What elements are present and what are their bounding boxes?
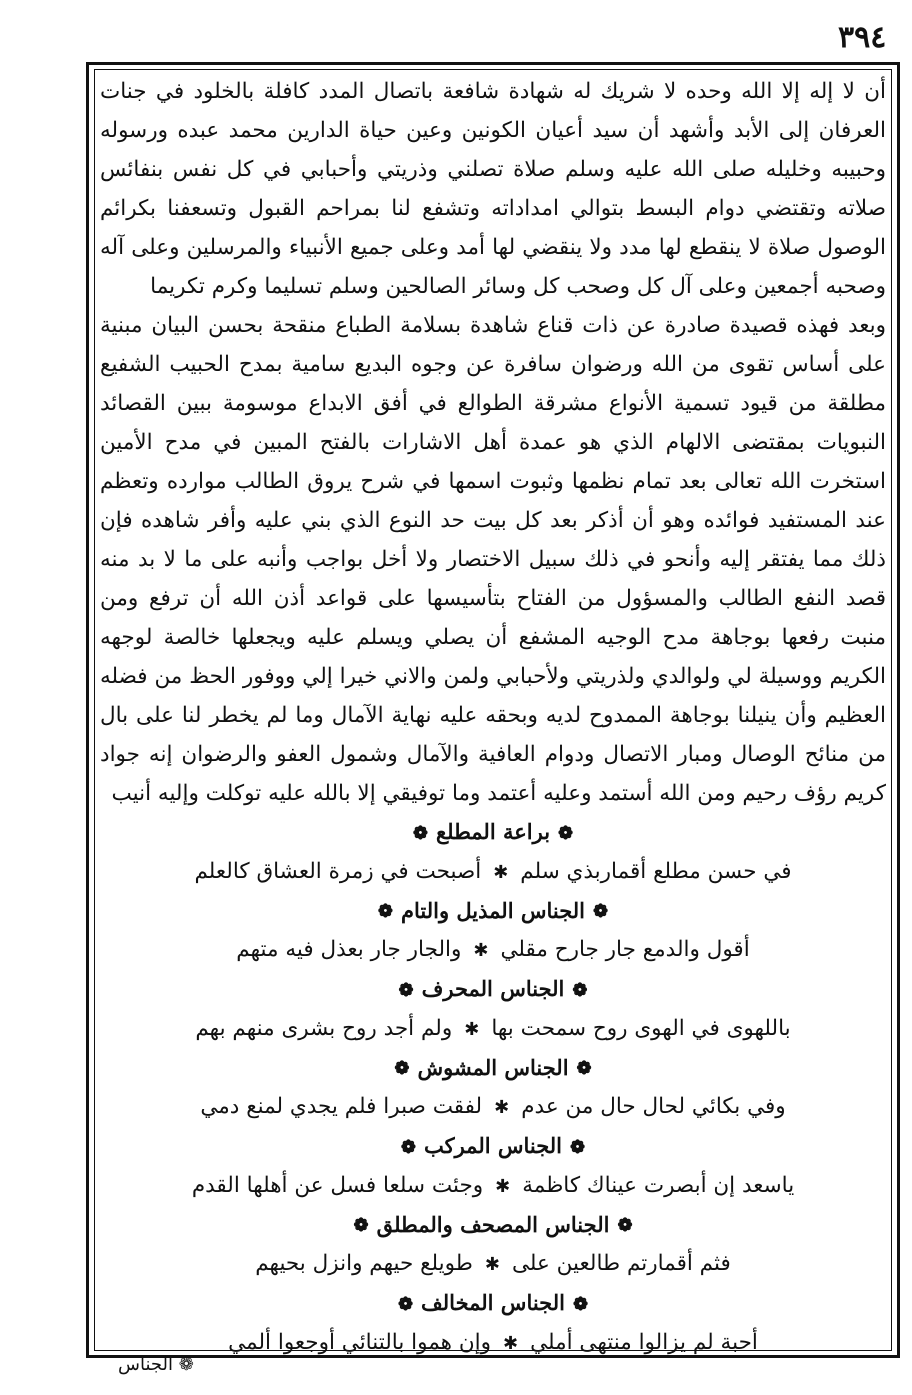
heading-text: الجناس المركب — [423, 1133, 563, 1158]
verse-hemistich-1: في حسن مطلع أقماربذي سلم — [520, 858, 792, 884]
ornament-icon: ❁ — [353, 1215, 369, 1236]
page-number: ٣٩٤ — [838, 20, 887, 55]
ornament-icon: ❁ — [617, 1215, 633, 1236]
verse-hemistich-2: أصبحت في زمرة العشاق كالعلم — [194, 858, 482, 884]
ornament-icon: ❁ — [593, 901, 609, 922]
star-separator-icon: ✱ — [473, 940, 489, 961]
verse-line — [100, 1086, 886, 1129]
section-heading — [100, 1208, 886, 1244]
catchword-text: الجناس — [118, 1354, 173, 1375]
heading-text: الجناس المذيل والتام — [400, 897, 586, 923]
verse-line — [100, 1243, 886, 1286]
star-separator-icon: ✱ — [502, 1332, 519, 1354]
verse-hemistich-2: وجئت سلعا فسل عن أهلها القدم — [191, 1172, 484, 1198]
verse-hemistich-2: ولم أجد روح بشرى منهم بهم — [195, 1015, 453, 1041]
verse-line — [100, 1165, 886, 1208]
verse-hemistich-1: باللهوى في الهوى روح سمحت بها — [491, 1015, 791, 1041]
verses-section — [100, 815, 886, 1365]
verse-line — [100, 851, 886, 894]
section-heading — [100, 1286, 886, 1322]
star-separator-icon: ✱ — [493, 861, 509, 883]
section-heading — [100, 1051, 886, 1087]
section-heading — [100, 815, 886, 851]
ornament-icon: ❁ — [397, 1293, 414, 1315]
ornament-icon: ❁ — [572, 1293, 589, 1315]
verse-hemistich-1: وفي بكائي لحال حال من عدم — [521, 1094, 786, 1119]
verse-hemistich-1: أقول والدمع جار جارح مقلي — [500, 937, 750, 962]
star-separator-icon: ✱ — [494, 1097, 510, 1118]
verse-hemistich-2: وإن هموا بالتنائي أوجعوا ألمي — [228, 1329, 491, 1355]
intro-paragraph-1: أن لا إله إلا الله وحده لا شريك له شهادة شافعة باتصال المدد كافلة بالخلود في جنات العرفان إلى الأبد وأشهد أن سيد أعيان الكونين وعين حياة الدارين محمد عبده ورسوله وحبيبه وخليله صلى الله عليه وسلم صلاة تصلني وذريتي وأحبابي في كل نفس بنفائس صلاته وتقتضي دوام البسط بتوالي امداداته وتشفع لنا بمراحم القبول وتسعفنا بكرائم الوصول صلاة لا ينقطع لها مدد ولا ينقضي لها أمد وعلى جميع الأنبياء والمرسلين وعلى آله وصحبه أجمعين وعلى آل كل وصحب كل وسائر الصالحين وسلم تسليما وكرم تكريما — [100, 79, 886, 299]
ornament-icon: ❁ — [377, 901, 393, 922]
verse-hemistich-2: والجار جار بعذل فيه متهم — [236, 937, 462, 962]
star-separator-icon: ✱ — [464, 1018, 480, 1040]
ornament-icon: ❁ — [398, 979, 414, 1001]
heading-text: الجناس المخالف — [421, 1290, 565, 1315]
ornament-icon: ❁ — [572, 979, 588, 1001]
verse-line — [100, 1008, 886, 1051]
section-heading — [100, 972, 886, 1008]
heading-text: الجناس المحرف — [421, 976, 565, 1001]
heading-text: الجناس المصحف والمطلق — [376, 1211, 610, 1237]
intro-paragraph-2: وبعد فهذه قصيدة صادرة عن ذات قناع شاهدة بسلامة الطباع منقحة بحسن البيان مبنية على أساس تقوى من الله ورضوان سافرة عن وجوه البديع سامية بمدح الحبيب الشفيع مطلقة من قيود تسمية الأنواع مشرقة الطوالع في أفق الابداع موسومة ببين القصائد النبويات بمقتضى الالهام الذي هو عمدة أهل الاشارات بالفتح المبين في مدح الأمين استخرت الله تعالى بعد تمام نظمها وثبوت اسمها في شرح يروق الطالب موارده وتعظم عند المستفيد فوائده وهو أن أذكر بعد كل بيت حد النوع الذي بني عليه وأفر شاهده فإن ذلك مما يفتقر إليه وأنحو في ذلك سبيل الاختصار ولا أخل بواجب وأنبه على ما لا بد منه قصد النفع الطالب والمسؤول من الفتاح بتأسيسها على قواعد أذن الله أن ترفع ومن منبت رفعها بوجاهة مدح الوجيه المشفع أن يصلي ويسلم عليه ويجعلها خالصة لوجهه الكريم ووسيلة لي ولوالدي ولذريتي ولأحبابي ولمن والاني خيرا إلي ووفور الحظ من فضله العظيم وأن ينيلنا بوجاهة الممدوح لديه وبحقه عليه نهاية الآمال وما لم يخطر لنا على بال من منائح الوصال ومبار الاتصال ودوام العافية والآمال وشمول العفو والرضوان إنه جواد كريم رؤف رحيم ومن الله أستمد وعليه أعتمد وما توفيقي إلا بالله عليه توكلت وإليه أنيب — [100, 313, 886, 806]
verse-hemistich-1: ياسعد إن أبصرت عيناك كاظمة — [522, 1172, 795, 1198]
ornament-icon: ❁ — [412, 822, 428, 844]
section-heading — [100, 1129, 886, 1165]
main-text — [100, 72, 886, 1365]
verse-hemistich-2: لفقت صبرا فلم يجدي لمنع دمي — [200, 1094, 483, 1119]
heading-text: براعة المطلع — [435, 819, 551, 844]
ornament-icon: ❁ — [394, 1058, 410, 1079]
star-separator-icon: ✱ — [495, 1175, 511, 1197]
heading-text: الجناس المشوش — [417, 1054, 569, 1080]
section-heading — [100, 894, 886, 930]
verse-hemistich-2: طويلع حيهم وانزل بحيهم — [255, 1251, 473, 1276]
ornament-icon: ❁ — [178, 1354, 194, 1375]
verse-line — [100, 1322, 886, 1365]
ornament-icon: ❁ — [558, 822, 574, 844]
ornament-icon: ❁ — [570, 1136, 586, 1158]
ornament-icon: ❁ — [576, 1058, 592, 1079]
catchword — [118, 1354, 194, 1375]
verse-hemistich-1: أحبة لم يزالوا منتهى أملي — [530, 1329, 758, 1355]
star-separator-icon: ✱ — [484, 1254, 500, 1275]
verse-line — [100, 929, 886, 972]
verse-hemistich-1: فثم أقمارتم طالعين على — [511, 1251, 731, 1276]
ornament-icon: ❁ — [400, 1136, 416, 1158]
